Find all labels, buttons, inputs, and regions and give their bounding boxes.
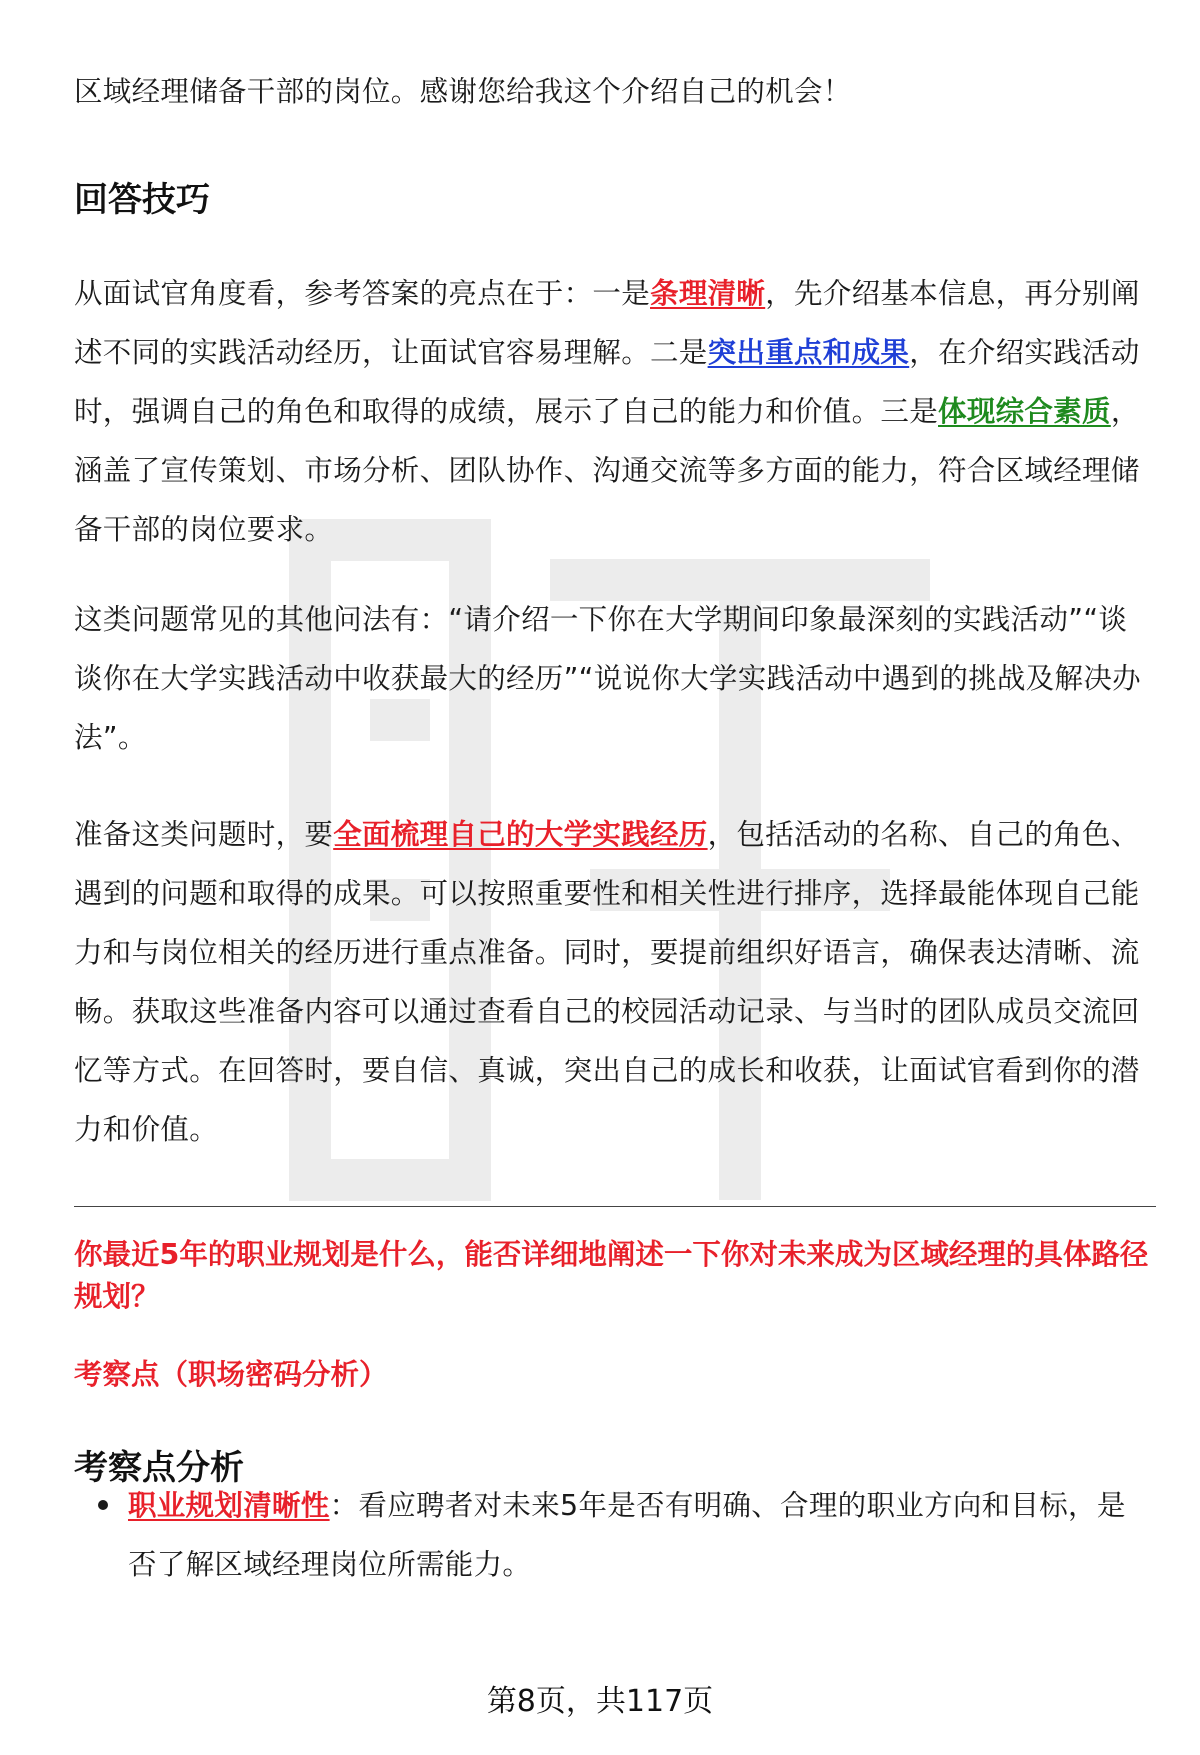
section-heading-analysis: 考察点分析	[74, 1448, 244, 1488]
highlight-overall-quality: 体现综合素质	[938, 395, 1111, 428]
tips-p1-text-2: ，先介绍基本信息，再分别阐述不同的实践活动经历，让面试官容易理解。二是	[74, 277, 1140, 369]
analysis-bullet-1	[128, 1476, 1154, 1594]
tips-p1-text-4: ，涵盖了宣传策划、市场分析、团队协作、沟通交流等多方面的能力，符合区域经理储备干部的岗位要求。	[74, 395, 1140, 546]
highlight-key-results: 突出重点和成果	[707, 336, 910, 369]
highlight-logical: 条理清晰	[650, 277, 766, 310]
tips-p3-text-2: ，包括活动的名称、自己的角色、遇到的问题和取得的成果。可以按照重要性和相关性进行排序，选择最能体现自己能力和与岗位相关的经历进行重点准备。同时，要提前组织好语言，确保表达清晰、流畅。获取这些准备内容可以通过查看自己的校园活动记录、与当时的团队成员交流回忆等方式。在回答时，要自信、真诚，突出自己的成长和收获，让面试官看到你的潜力和价值。	[74, 818, 1140, 1146]
analysis-bullet-1-text: ：看应聘者对未来5年是否有明确、合理的职业方向和目标，是否了解区域经理岗位所需能力。	[128, 1489, 1126, 1581]
page-footer: 第8页，共117页	[486, 1684, 714, 1719]
tips-p1-text-1: 从面试官角度看，参考答案的亮点在于：一是	[74, 277, 651, 310]
highlight-review-experience: 全面梳理自己的大学实践经历	[333, 818, 708, 851]
section-divider	[74, 1206, 1156, 1207]
section-heading-tips: 回答技巧	[74, 180, 210, 220]
tips-paragraph-1	[74, 264, 1154, 559]
tips-p3-text-1: 准备这类问题时，要	[74, 818, 334, 851]
tips-p1-text-3: ，在介绍实践活动时，强调自己的角色和取得的成绩，展示了自己的能力和价值。三是	[74, 336, 1140, 428]
tips-paragraph-3	[74, 805, 1154, 1159]
tips-paragraph-2: 这类问题常见的其他问法有：“请介绍一下你在大学期间印象最深刻的实践活动”“谈谈你在大学实践活动中收获最大的经历”“说说你大学实践活动中遇到的挑战及解决办法”。	[74, 603, 1141, 754]
interview-question: 你最近5年的职业规划是什么，能否详细地阐述一下你对未来成为区域经理的具体路径规划？	[74, 1238, 1149, 1313]
bullet-dot	[98, 1500, 108, 1510]
assessment-point-label: 考察点（职场密码分析）	[74, 1358, 388, 1391]
intro-tail-text: 区域经理储备干部的岗位。感谢您给我这个介绍自己的机会！	[74, 75, 852, 108]
highlight-career-clarity: 职业规划清晰性	[128, 1489, 330, 1522]
